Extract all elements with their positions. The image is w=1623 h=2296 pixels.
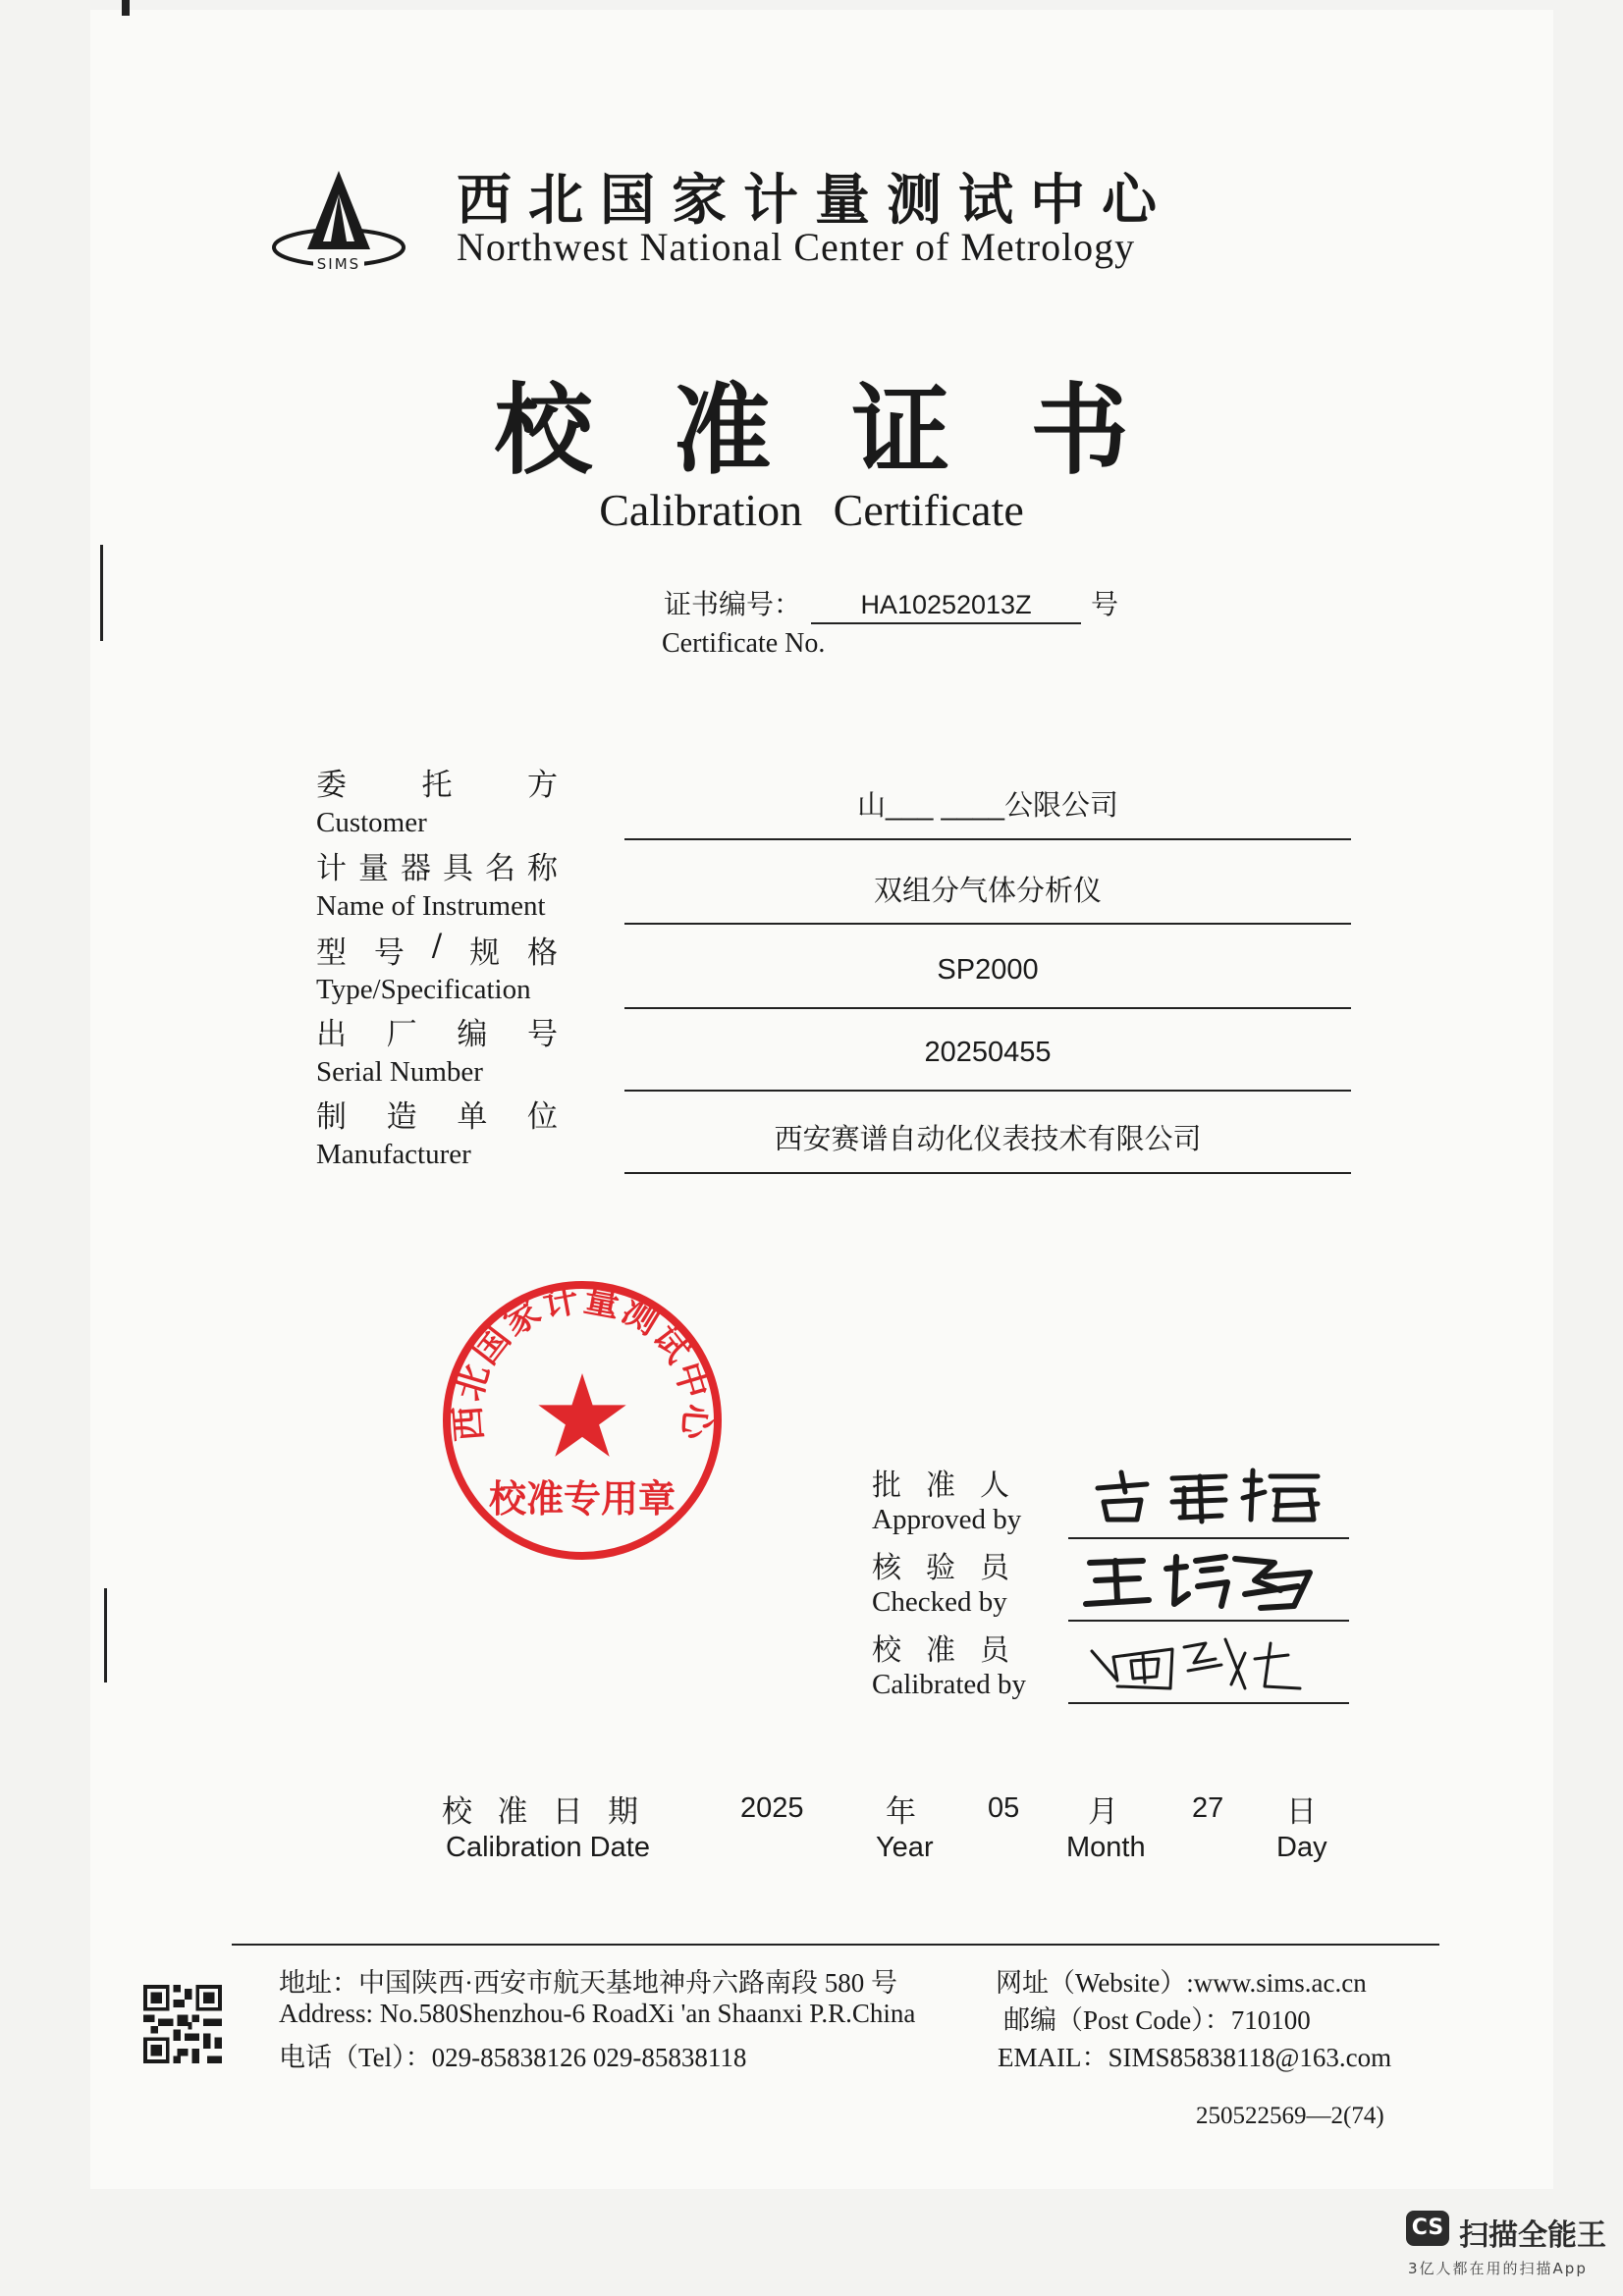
camscanner-logo-icon: CS (1406, 2211, 1449, 2246)
label-char: 方 (527, 768, 558, 803)
approval-label-en: Calibrated by (872, 1669, 1027, 1700)
label-char: 员 (980, 1633, 1009, 1668)
footer-website: 网址（Website）:www.sims.ac.cn (996, 1968, 1367, 1998)
field-value: 双组分气体分析仪 (873, 876, 1102, 907)
signature-line (1068, 1620, 1349, 1622)
signature-approved-by (1078, 1463, 1333, 1531)
month-unit-cn: 月 (1088, 1794, 1118, 1830)
signature-line (1068, 1537, 1349, 1539)
scan-edge-mark (104, 1588, 107, 1682)
certificate-number-label: 证书编号： (664, 588, 802, 620)
qr-code-icon (143, 1985, 222, 2063)
field-label-cn (316, 760, 558, 804)
label-char: 器 (401, 851, 431, 886)
label-char: 准 (497, 1794, 528, 1830)
label-char: 核 (872, 1551, 901, 1585)
field-underline (624, 1172, 1351, 1174)
label-char: 量 (358, 851, 389, 886)
label-char: 名 (485, 851, 515, 886)
footer-tel: 电话（Tel）：029-85838126 029-85838118 (279, 2043, 747, 2072)
field-value: 20250455 (924, 1037, 1052, 1068)
label-char: 员 (980, 1551, 1009, 1585)
scan-edge-mark (100, 545, 103, 641)
field-underline (624, 923, 1351, 925)
certificate-number-value: HA10252013Z (811, 590, 1081, 624)
label-char: 具 (443, 851, 473, 886)
watermark-app-name: 扫描全能王 (1459, 2218, 1606, 2253)
certificate-number (664, 583, 1118, 624)
document-code: 250522569—2(74) (1196, 2103, 1384, 2129)
label-char: 人 (980, 1468, 1009, 1503)
field-label-en: Serial Number (316, 1056, 483, 1088)
label-char: 号 (526, 1017, 558, 1052)
label-char: 格 (526, 935, 558, 971)
field-label-cn (316, 928, 558, 972)
label-char: 型 (316, 935, 347, 971)
label-char: 计 (316, 851, 347, 886)
label-char: 制 (316, 1099, 347, 1135)
field-label-cn (316, 843, 558, 887)
watermark-tagline: 3亿人都在用的扫描App (1408, 2260, 1588, 2277)
scan-edge-mark (122, 0, 130, 16)
label-char: 期 (607, 1794, 638, 1830)
field-label-en: Name of Instrument (316, 890, 546, 922)
field-value: 山___ ____公限公司 (857, 790, 1118, 822)
label-char: 厂 (386, 1017, 417, 1052)
approval-label-en: Checked by (872, 1586, 1007, 1618)
signature-calibrated-by (1078, 1629, 1333, 1698)
label-char: 号 (373, 935, 405, 971)
day-unit-cn: 日 (1286, 1794, 1317, 1830)
field-value: 西安赛谱自动化仪表技术有限公司 (774, 1124, 1202, 1155)
seal-ring-text: 西北国家计量测试中心 (446, 1278, 719, 1443)
field-underline (624, 1090, 1351, 1092)
footer-divider (232, 1944, 1439, 1946)
calibration-day: 27 (1192, 1792, 1224, 1824)
signature-checked-by (1078, 1547, 1333, 1616)
field-value: SP2000 (937, 954, 1039, 986)
sims-logo-icon (270, 165, 407, 283)
label-char: 规 (469, 935, 501, 971)
label-char: 造 (386, 1099, 417, 1135)
title-cn: 校准证书 (494, 372, 1210, 488)
certificate-number-label-en: Certificate No. (662, 628, 826, 659)
calibration-date-label-en: Calibration Date (446, 1832, 650, 1863)
field-label-en: Customer (316, 807, 427, 838)
label-char: 编 (457, 1017, 488, 1052)
label-char: 准 (926, 1633, 955, 1668)
footer-address-cn: 地址：中国陕西·西安市航天基地神舟六路南段 580 号 (279, 1968, 897, 1998)
approval-label-cn (872, 1626, 1009, 1669)
certificate-page (90, 10, 1553, 2189)
label-char: 委 (316, 768, 347, 803)
label-char: 出 (316, 1017, 347, 1052)
footer-postcode: 邮编（Post Code）：710100 (1003, 2005, 1311, 2035)
label-char: 单 (457, 1099, 488, 1135)
footer-email: EMAIL：SIMS85838118@163.com (998, 2043, 1392, 2072)
label-char: 托 (421, 768, 453, 803)
calibration-seal-stamp (440, 1278, 725, 1563)
year-unit-cn: 年 (886, 1794, 916, 1830)
year-unit-en: Year (876, 1832, 934, 1863)
center-name-cn: 西北国家计量测试中心 (457, 168, 1173, 233)
seal-star-icon (538, 1373, 625, 1457)
field-underline (624, 1007, 1351, 1009)
label-char: 准 (926, 1468, 955, 1503)
label-char: 校 (442, 1794, 472, 1830)
calibration-month: 05 (988, 1792, 1020, 1824)
field-label-en: Manufacturer (316, 1139, 471, 1170)
seal-bottom-text: 校准专用章 (488, 1476, 676, 1521)
center-name-en: Northwest National Center of Metrology (457, 225, 1136, 269)
approval-label-cn (872, 1461, 1009, 1504)
label-char: 校 (872, 1633, 901, 1668)
footer-address-en: Address: No.580Shenzhou-6 RoadXi 'an Shaanxi P.R.China (279, 1999, 916, 2028)
label-char: 称 (527, 851, 558, 886)
title-en: Calibration Certificate (599, 485, 1024, 535)
calibration-year: 2025 (740, 1792, 804, 1824)
certificate-number-suffix: 号 (1091, 588, 1119, 620)
label-char: / (431, 928, 443, 963)
label-char: 位 (526, 1099, 558, 1135)
label-char: 验 (926, 1551, 955, 1585)
day-unit-en: Day (1276, 1832, 1327, 1863)
field-label-cn (316, 1009, 558, 1053)
label-char: 批 (872, 1468, 901, 1503)
approval-label-en: Approved by (872, 1504, 1022, 1535)
label-char: 日 (552, 1794, 583, 1830)
field-underline (624, 838, 1351, 840)
field-label-en: Type/Specification (316, 974, 531, 1005)
month-unit-en: Month (1066, 1832, 1146, 1863)
logo-text: SIMS (316, 255, 361, 273)
calibration-date-label-cn (442, 1787, 638, 1831)
field-label-cn (316, 1092, 558, 1136)
signature-line (1068, 1702, 1349, 1704)
approval-label-cn (872, 1543, 1009, 1586)
